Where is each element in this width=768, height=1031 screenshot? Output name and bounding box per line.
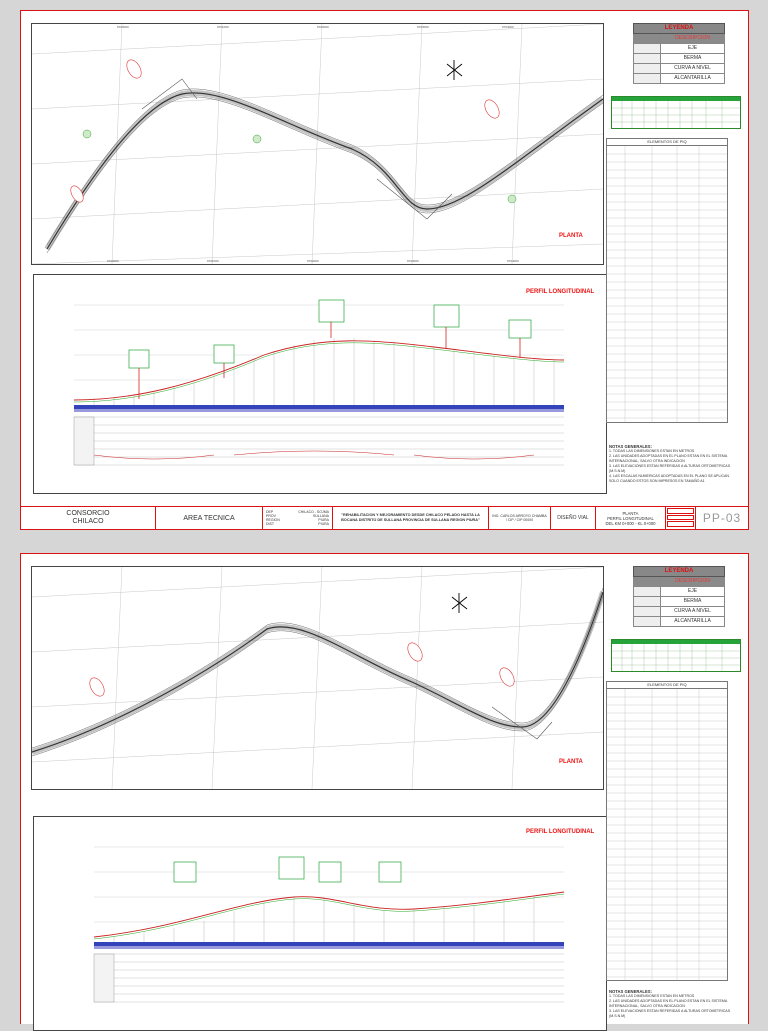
company-name bbox=[21, 507, 156, 529]
legend-symbol bbox=[634, 64, 661, 73]
legend-item: ALCANTARILLA bbox=[674, 618, 711, 624]
meta-key: DIST bbox=[266, 522, 274, 526]
legend-symbol bbox=[634, 607, 661, 616]
project-title: "REHABILITACION Y MEJORAMIENTO DESDE CHILACO PELADO HASTA LA BOCANA DISTRITO DE SULLANA PROVINCIA DE SULLANA REGION PIURA" bbox=[333, 507, 489, 529]
meta-value: PIURA bbox=[318, 522, 329, 526]
legend-symbol-header bbox=[634, 34, 661, 43]
meta-value: SULLANA bbox=[313, 514, 329, 518]
north-arrow-icon bbox=[447, 60, 462, 80]
revision-box bbox=[666, 507, 696, 529]
plan-label: PLANTA bbox=[559, 233, 583, 239]
note-item: 1. TODAS LAS DIMENSIONES ESTAN EN METROS bbox=[609, 994, 695, 998]
profile-panel bbox=[33, 274, 607, 494]
sheet-code: PP-03 bbox=[702, 511, 742, 525]
svg-text:9701000: 9701000 bbox=[207, 259, 219, 263]
legend-header: DESCRIPCION bbox=[661, 577, 724, 586]
legend-item: EJE bbox=[687, 588, 698, 594]
meta-value: PIURA bbox=[318, 518, 329, 522]
legend-box bbox=[633, 566, 725, 627]
plan-line: PLANTA bbox=[622, 510, 639, 516]
specialist-name: ING. CARLOS ARROYO CHAMBA / CIP / CIP 00000 bbox=[489, 507, 551, 529]
legend-header: DESCRIPCION bbox=[661, 34, 724, 43]
legend-symbol bbox=[634, 44, 661, 53]
note-item: 2. LAS UNIDADES ADOPTADAS EN EL PLANO ESTAN EN EL SISTEMA INTERNACIONAL, SALVO OTRA INDICACION bbox=[609, 454, 728, 463]
svg-text:9703000: 9703000 bbox=[407, 259, 419, 263]
svg-text:9700000: 9700000 bbox=[107, 259, 119, 263]
legend-item: BERMA bbox=[683, 55, 702, 61]
coordinates-table bbox=[606, 681, 728, 981]
profile-panel bbox=[33, 816, 607, 1031]
legend-symbol bbox=[634, 74, 661, 83]
notes-title: NOTAS GENERALES: bbox=[609, 989, 652, 994]
location-meta bbox=[263, 507, 333, 529]
meta-key: PROV bbox=[266, 514, 276, 518]
legend-symbol bbox=[634, 617, 661, 626]
area-name: AREA TECNICA bbox=[156, 507, 263, 529]
legend-box bbox=[633, 23, 725, 84]
plan-view-drawing bbox=[32, 24, 603, 264]
legend-item: ALCANTARILLA bbox=[674, 75, 711, 81]
general-notes bbox=[609, 444, 734, 484]
note-item: 2. LAS UNIDADES ADOPTADAS EN EL PLANO ESTAN EN EL SISTEMA INTERNACIONAL, SALVO OTRA INDICACION bbox=[609, 999, 728, 1008]
meta-key: DEP bbox=[266, 510, 274, 514]
drawing-sheet-1 bbox=[20, 10, 749, 530]
svg-text:9700000: 9700000 bbox=[117, 25, 129, 29]
company-line: CONSORCIO bbox=[66, 510, 110, 517]
svg-text:9701000: 9701000 bbox=[217, 25, 229, 29]
legend-item: EJE bbox=[687, 45, 698, 51]
plan-view-drawing bbox=[32, 567, 603, 789]
title-block bbox=[21, 506, 748, 529]
legend-title: LEYENDA bbox=[633, 566, 725, 577]
profile-title: PERFIL LONGITUDINAL bbox=[526, 289, 595, 295]
drawing-sheet-2 bbox=[20, 553, 749, 1024]
legend-symbol bbox=[634, 597, 661, 606]
plan-line: PERFIL LONGITUDINAL bbox=[607, 515, 654, 521]
discipline: DISEÑO VIAL bbox=[551, 507, 596, 529]
general-notes bbox=[609, 989, 734, 1019]
meta-key: REGION bbox=[266, 518, 280, 522]
plan-view-panel bbox=[31, 566, 604, 790]
coordinates-table-title: ELEMENTOS DE PIQ bbox=[607, 139, 727, 146]
curve-elements-table bbox=[611, 96, 741, 129]
profile-title: PERFIL LONGITUDINAL bbox=[526, 829, 595, 835]
curve-elements-table bbox=[611, 639, 741, 672]
svg-text:9703000: 9703000 bbox=[417, 25, 429, 29]
svg-text:9704000: 9704000 bbox=[507, 259, 519, 263]
plan-view-panel bbox=[31, 23, 604, 265]
coordinates-table-title: ELEMENTOS DE PIQ bbox=[607, 682, 727, 689]
legend-item: CURVA A NIVEL bbox=[674, 65, 711, 71]
north-arrow-icon bbox=[452, 593, 467, 613]
legend-symbol-header bbox=[634, 577, 661, 586]
legend-item: BERMA bbox=[683, 598, 702, 604]
longitudinal-profile-drawing bbox=[34, 817, 606, 1030]
note-item: 3. LAS ELEVACIONES ESTAN REFERIDAS A ALTURAS ORTOMETRICAS (M.S.N.M) bbox=[609, 464, 731, 473]
legend-symbol bbox=[634, 54, 661, 63]
legend-symbol bbox=[634, 587, 661, 596]
legend-item: CURVA A NIVEL bbox=[674, 608, 711, 614]
coordinates-table bbox=[606, 138, 728, 423]
svg-text:9702000: 9702000 bbox=[307, 259, 319, 263]
notes-title: NOTAS GENERALES: bbox=[609, 444, 652, 449]
longitudinal-profile-drawing bbox=[34, 275, 606, 493]
plan-label: PLANTA bbox=[559, 759, 583, 765]
legend-title: LEYENDA bbox=[633, 23, 725, 34]
note-item: 3. LAS ELEVACIONES ESTAN REFERIDAS A ALTURAS ORTOMETRICAS (M.S.N.M) bbox=[609, 1009, 731, 1018]
svg-text:9702000: 9702000 bbox=[317, 25, 329, 29]
company-line: CHILACO bbox=[72, 518, 104, 525]
note-item: 1. TODAS LAS DIMENSIONES ESTAN EN METROS bbox=[609, 449, 695, 453]
plan-line: DEL KM 0+000 - KL 0+000 bbox=[605, 520, 656, 526]
note-item: 4. LAS ESCALAS NUMERICAS ADOPTADAS EN EL PLANO SE APLICAN SOLO CUANDO ESTOS SON IMPRESOS EN TAMAÑO A1 bbox=[609, 474, 730, 483]
plan-description bbox=[596, 507, 666, 529]
svg-text:9704000: 9704000 bbox=[502, 25, 514, 29]
meta-value: CHILACO - SOJMA bbox=[298, 510, 329, 514]
